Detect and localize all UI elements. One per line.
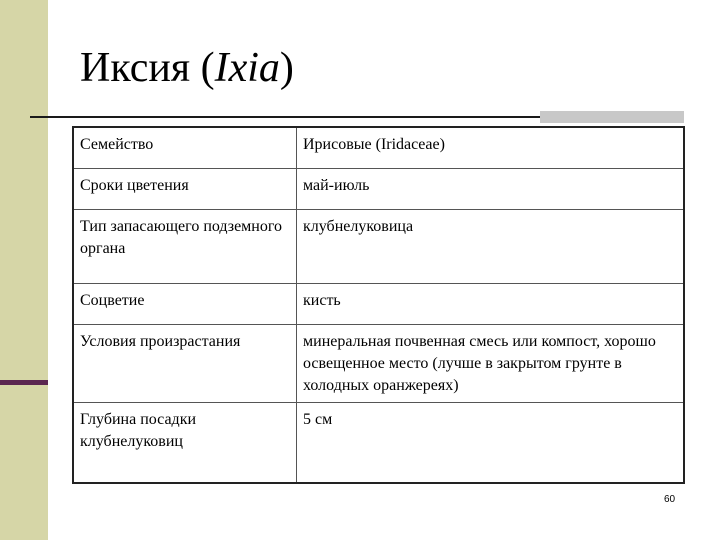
left-decorative-band (0, 0, 48, 540)
left-accent-bar (0, 380, 48, 385)
row-value: клубнелуковица (297, 209, 685, 283)
title-main: Иксия ( (80, 45, 215, 91)
info-table (72, 126, 685, 484)
row-label: Сроки цветения (73, 168, 297, 209)
table-row (73, 324, 684, 402)
row-value: 5 см (297, 402, 685, 483)
slide-title (80, 44, 294, 92)
row-value: Ирисовые (Iridaceae) (297, 127, 685, 168)
title-underline (30, 116, 540, 118)
row-label: Семейство (73, 127, 297, 168)
title-close: ) (279, 45, 294, 91)
row-value: кисть (297, 283, 685, 324)
page-number: 60 (664, 494, 676, 505)
table-row (73, 402, 684, 483)
row-label: Соцветие (73, 283, 297, 324)
table-row (73, 209, 684, 283)
title-underline-accent (540, 111, 684, 123)
row-label: Глубина посадки клубнелуковиц (73, 402, 297, 483)
title-latin: Ixia (214, 45, 280, 91)
table-row (73, 168, 684, 209)
row-value: май-июль (297, 168, 685, 209)
row-value: минеральная почвенная смесь или компост, хорошо освещенное место (лучше в закрытом грунте в холодных оранжереях) (297, 324, 685, 402)
table-row (73, 127, 684, 168)
table-row (73, 283, 684, 324)
row-label: Тип запасающего подземного органа (73, 209, 297, 283)
row-label: Условия произрастания (73, 324, 297, 402)
